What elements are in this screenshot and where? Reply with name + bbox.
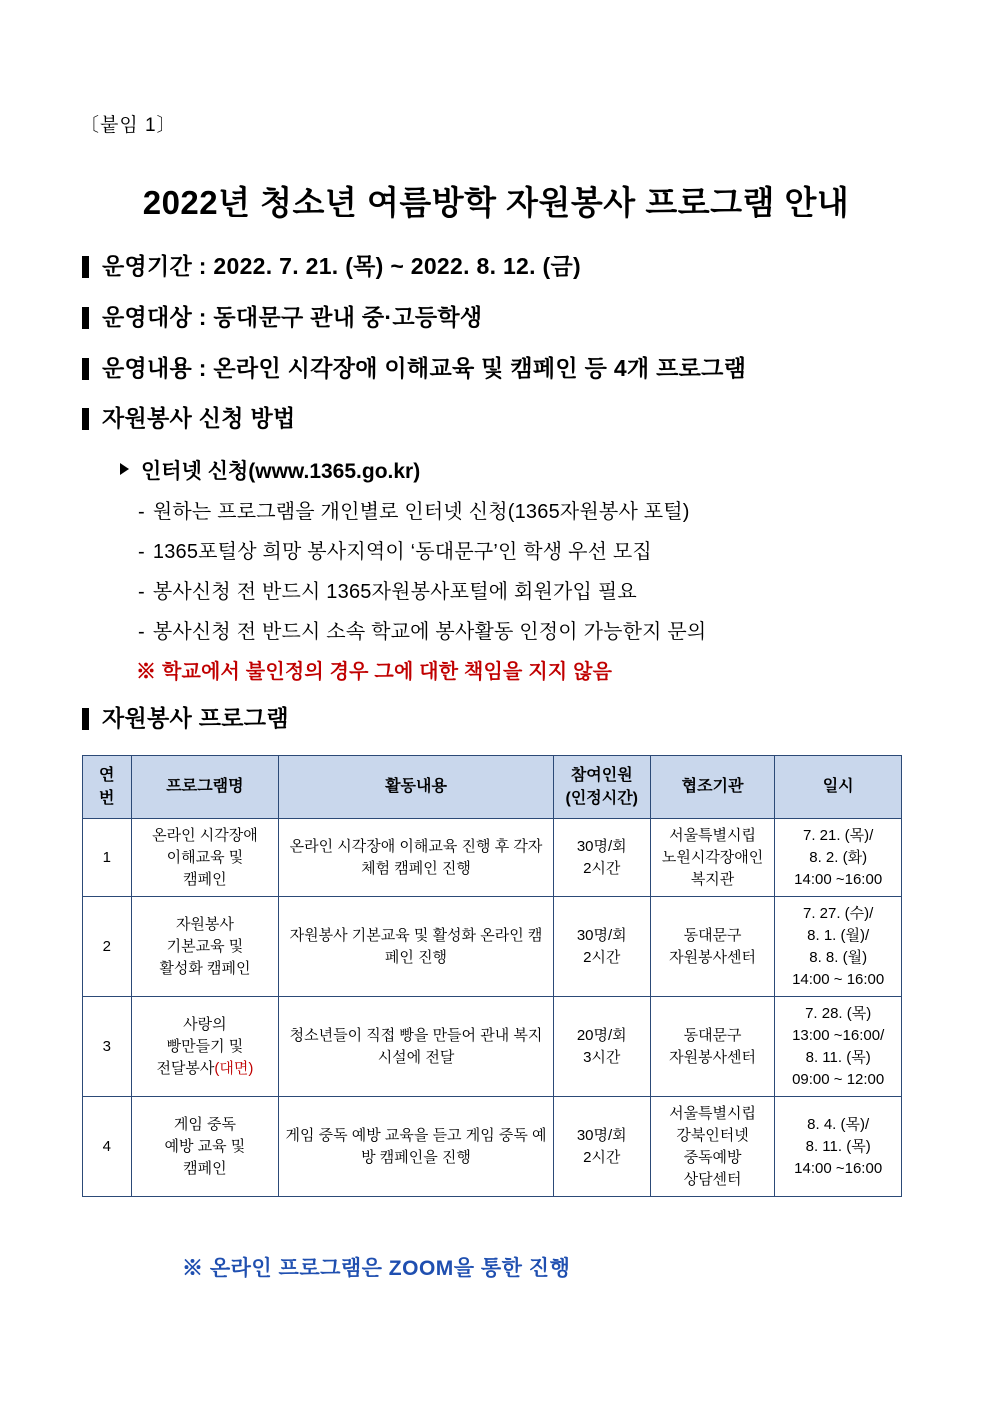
attachment-tag: 〔붙임 1〕 <box>80 115 177 136</box>
cell-program-name: 게임 중독 예방 교육 및 캠페인 <box>131 1097 279 1197</box>
cell-program-name-suffix: (대면) <box>214 1059 254 1077</box>
page-title: 2022년 청소년 여름방학 자원봉사 프로그램 안내 <box>142 184 850 221</box>
column-header-program-name: 프로그램명 <box>131 755 279 818</box>
table-row <box>83 997 902 1097</box>
cell-date: 7. 21. (목)/ 8. 2. (화) 14:00 ~16:00 <box>775 819 902 897</box>
square-bullet-icon <box>82 408 89 430</box>
cell-participants: 30명/회 2시간 <box>553 897 650 997</box>
header-line1: 연 <box>99 766 115 784</box>
cell-date: 7. 27. (수)/ 8. 1. (월)/ 8. 8. (월) 14:00 ~ 16:00 <box>775 897 902 997</box>
section-title-label: 자원봉사 프로그램 <box>102 705 289 731</box>
sub-item-label: 인터넷 신청(www.1365.go.kr) <box>141 460 421 483</box>
bullet-program-content <box>82 354 920 383</box>
bullet-application-method <box>82 404 920 433</box>
square-bullet-icon <box>82 256 89 278</box>
dash-item <box>138 575 920 604</box>
bullet-label: 운영대상 : 동대문구 관내 중·고등학생 <box>102 303 483 330</box>
square-bullet-icon <box>82 708 89 730</box>
cell-date: 8. 4. (목)/ 8. 11. (목) 14:00 ~16:00 <box>775 1097 902 1197</box>
cell-activity: 청소년들이 직접 빵을 만들어 관내 복지시설에 전달 <box>279 997 553 1097</box>
bullet-program-table-title <box>82 704 920 733</box>
column-header-participants <box>553 755 650 818</box>
table-body <box>83 819 902 1197</box>
program-table <box>82 755 902 1198</box>
cell-activity: 게임 중독 예방 교육을 듣고 게임 중독 예방 캠페인을 진행 <box>279 1097 553 1197</box>
column-header-activity: 활동내용 <box>279 755 553 818</box>
sub-item-internet-application <box>120 455 920 485</box>
table-row <box>83 819 902 897</box>
cell-no: 3 <box>83 997 132 1097</box>
cell-activity: 온라인 시각장애 이해교육 진행 후 각자 체험 캠페인 진행 <box>279 819 553 897</box>
dash-icon: - <box>138 621 145 643</box>
warning-note: ※ 학교에서 불인정의 경우 그에 대한 책임을 지지 않음 <box>136 661 613 683</box>
cell-participants: 30명/회 2시간 <box>553 819 650 897</box>
cell-participants: 20명/회 3시간 <box>553 997 650 1097</box>
cell-program-name: 자원봉사 기본교육 및 활성화 캠페인 <box>131 897 279 997</box>
square-bullet-icon <box>82 307 89 329</box>
dash-item <box>138 615 920 644</box>
column-header-no <box>83 755 132 818</box>
cell-program-name: 사랑의 빵만들기 및 전달봉사(대면) <box>131 997 279 1097</box>
dash-label: 봉사신청 전 반드시 소속 학교에 봉사활동 인정이 가능한지 문의 <box>152 621 707 643</box>
cell-participants: 30명/회 2시간 <box>553 1097 650 1197</box>
header-line2: 번 <box>99 789 115 807</box>
bullet-operating-period <box>82 252 920 281</box>
dash-item <box>138 495 920 524</box>
cell-activity: 자원봉사 기본교육 및 활성화 온라인 캠페인 진행 <box>279 897 553 997</box>
dash-item <box>138 535 920 564</box>
dash-icon: - <box>138 541 145 563</box>
dash-label: 원하는 프로그램을 개인별로 인터넷 신청(1365자원봉사 포털) <box>152 501 690 523</box>
dash-label: 봉사신청 전 반드시 1365자원봉사포털에 회원가입 필요 <box>152 581 637 603</box>
cell-org: 동대문구 자원봉사센터 <box>650 997 775 1097</box>
bullet-label: 운영기간 : 2022. 7. 21. (목) ~ 2022. 8. 12. (금) <box>102 253 581 279</box>
square-bullet-icon <box>82 358 89 380</box>
bullet-label: 자원봉사 신청 방법 <box>102 405 296 432</box>
table-row <box>83 897 902 997</box>
bullet-label: 운영내용 : 온라인 시각장애 이해교육 및 캠페인 등 4개 프로그램 <box>102 354 747 381</box>
cell-org: 서울특별시립 노원시각장애인 복지관 <box>650 819 775 897</box>
bullet-target-audience <box>82 303 920 332</box>
column-header-date: 일시 <box>775 755 902 818</box>
table-row <box>83 1097 902 1197</box>
cell-no: 4 <box>83 1097 132 1197</box>
dash-icon: - <box>138 501 145 523</box>
cell-org: 동대문구 자원봉사센터 <box>650 897 775 997</box>
triangle-bullet-icon <box>120 463 129 475</box>
dash-icon: - <box>138 581 145 603</box>
table-header-row <box>83 755 902 818</box>
cell-org: 서울특별시립 강북인터넷 중독예방 상담센터 <box>650 1097 775 1197</box>
dash-label: 1365포털상 희망 봉사지역이 ‘동대문구’인 학생 우선 모집 <box>152 541 652 563</box>
footer-note: ※ 온라인 프로그램은 ZOOM을 통한 진행 <box>182 1257 571 1281</box>
cell-program-name: 온라인 시각장애 이해교육 및 캠페인 <box>131 819 279 897</box>
cell-no: 2 <box>83 897 132 997</box>
cell-date: 7. 28. (목) 13:00 ~16:00/ 8. 11. (목) 09:00 ~ 12:00 <box>775 997 902 1097</box>
column-header-org: 협조기관 <box>650 755 775 818</box>
cell-no: 1 <box>83 819 132 897</box>
header-line1: 참여인원 <box>570 766 633 784</box>
header-line2: (인정시간) <box>565 789 638 807</box>
